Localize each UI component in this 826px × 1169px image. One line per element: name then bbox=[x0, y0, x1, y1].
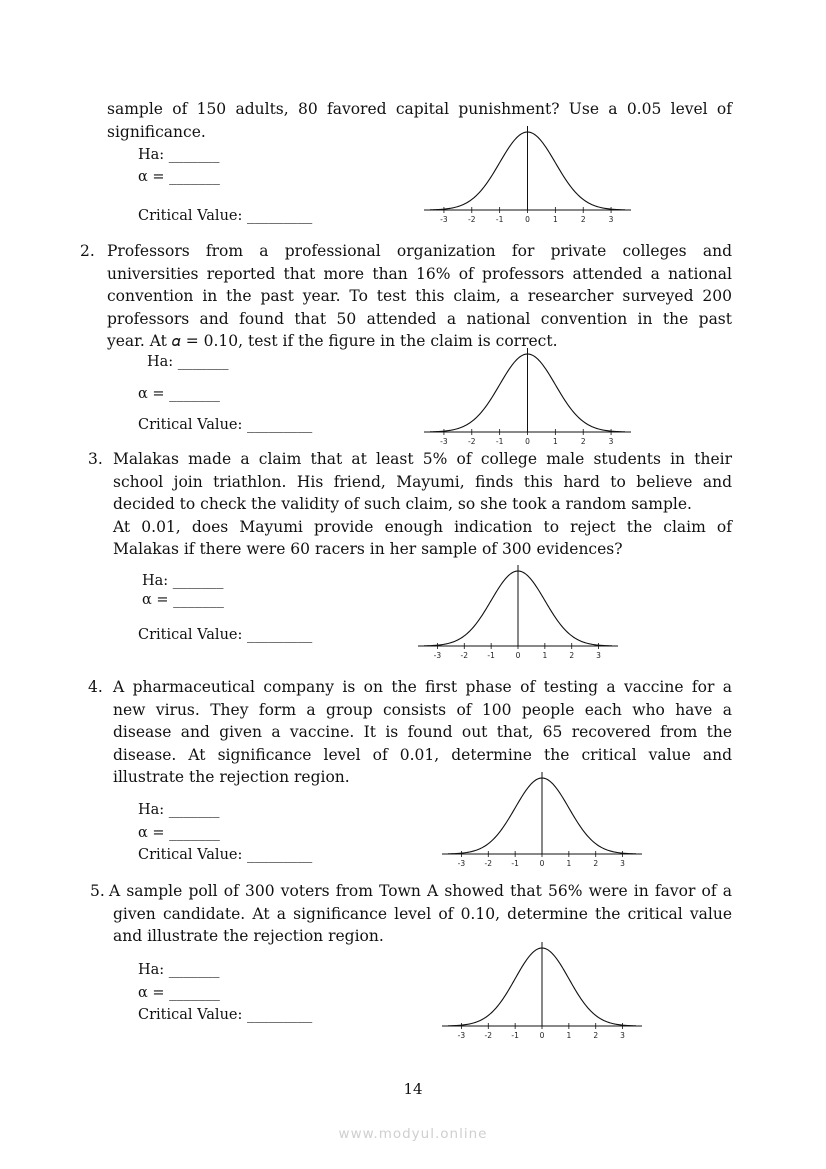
problem-line: year. At 𝛼 = 0.10, test if the figure in the claim is correct. bbox=[107, 332, 558, 350]
tick-label: -2 bbox=[468, 215, 476, 224]
tick-label: -3 bbox=[440, 437, 448, 446]
tick-label: -3 bbox=[433, 651, 442, 660]
problem-line: A sample poll of 300 voters from Town A showed that 56% were in favor of a bbox=[109, 882, 732, 900]
problem-line: and illustrate the rejection region. bbox=[113, 927, 384, 945]
alpha-blank: α = _______ bbox=[138, 169, 220, 185]
problem-line: Professors from a professional organization for private colleges and bbox=[107, 242, 732, 260]
problem-line: disease. At significance level of 0.01, determine the critical value and bbox=[113, 745, 732, 764]
tick-label: -1 bbox=[495, 215, 504, 224]
tick-label: -3 bbox=[457, 1031, 466, 1040]
problem-2-text bbox=[107, 240, 732, 353]
tick-label: -3 bbox=[457, 859, 466, 868]
problem-number: 2. bbox=[80, 242, 95, 260]
problem-number: 4. bbox=[88, 678, 103, 696]
tick-label: 3 bbox=[620, 1031, 625, 1040]
alpha-blank: α = _______ bbox=[138, 985, 220, 1001]
critical-value-blank: Critical Value: _________ bbox=[138, 847, 313, 863]
tick-label: 2 bbox=[580, 437, 586, 446]
ha-blank: Ha: _______ bbox=[147, 354, 229, 370]
problem-3-text bbox=[113, 448, 732, 561]
tick-label: 0 bbox=[515, 651, 521, 660]
problem-5-text bbox=[109, 880, 732, 948]
problem-line: illustrate the rejection region. bbox=[113, 768, 350, 786]
problem-line: A pharmaceutical company is on the first phase of testing a vaccine for a bbox=[113, 678, 732, 696]
tick-label: 3 bbox=[608, 215, 614, 224]
problem-line: convention in the past year. To test this claim, a researcher surveyed 200 bbox=[107, 287, 732, 305]
ha-blank: Ha: _______ bbox=[142, 573, 224, 589]
page-number: 14 bbox=[403, 1080, 423, 1098]
normal-curve bbox=[420, 124, 635, 224]
problem-line: disease and given a vaccine. It is found out that, 65 recovered from the bbox=[113, 723, 732, 741]
tick-label: 3 bbox=[620, 859, 625, 868]
problem-line: school join triathlon. His friend, Mayumi, finds this hard to believe and bbox=[113, 472, 732, 491]
ha-blank: Ha: _______ bbox=[138, 802, 220, 818]
problem-number: 5. bbox=[90, 882, 105, 900]
critical-value-blank: Critical Value: _________ bbox=[138, 1007, 313, 1023]
normal-curve bbox=[414, 563, 622, 660]
tick-label: 1 bbox=[542, 651, 548, 660]
problem-number: 3. bbox=[88, 450, 103, 468]
critical-value-blank: Critical Value: _________ bbox=[138, 627, 313, 643]
tick-label: 0 bbox=[525, 215, 530, 224]
problem-line: At 0.01, does Mayumi provide enough indication to reject the claim of bbox=[113, 517, 732, 536]
tick-label: 2 bbox=[569, 651, 575, 660]
critical-value-blank: Critical Value: _________ bbox=[138, 208, 313, 224]
problem-line: Malakas made a claim that at least 5% of college male students in their bbox=[113, 450, 732, 468]
tick-label: -1 bbox=[495, 437, 504, 446]
tick-label: 1 bbox=[552, 215, 558, 224]
problem-line: new virus. They form a group consists of 100 people each who have a bbox=[113, 700, 732, 719]
problem-line: given candidate. At a significance level of 0.10, determine the critical value bbox=[113, 904, 732, 923]
alpha-blank: α = _______ bbox=[138, 825, 220, 841]
problem-line: Malakas if there were 60 racers in her sample of 300 evidences? bbox=[113, 540, 623, 558]
normal-curve bbox=[438, 770, 646, 868]
tick-label: 0 bbox=[539, 1031, 545, 1040]
watermark: www.modyul.online bbox=[338, 1126, 488, 1142]
ha-blank: Ha: _______ bbox=[138, 962, 220, 978]
tick-label: -1 bbox=[487, 651, 495, 660]
tick-label: 1 bbox=[566, 1031, 572, 1040]
tick-label: -2 bbox=[484, 1031, 493, 1040]
tick-label: -1 bbox=[511, 1031, 519, 1040]
problem-line: decided to check the validity of such claim, so she took a random sample. bbox=[113, 495, 692, 513]
alpha-blank: α = _______ bbox=[142, 592, 224, 608]
critical-value-blank: Critical Value: _________ bbox=[138, 417, 313, 433]
tick-label: -3 bbox=[440, 215, 448, 224]
ha-blank: Ha: _______ bbox=[138, 147, 220, 163]
intro-line: sample of 150 adults, 80 favored capital punishment? Use a 0.05 level of bbox=[107, 100, 732, 118]
alpha-blank: α = _______ bbox=[138, 386, 220, 402]
tick-label: 2 bbox=[580, 215, 586, 224]
intro-line: significance. bbox=[107, 122, 206, 141]
tick-label: 1 bbox=[566, 859, 572, 868]
tick-label: 0 bbox=[525, 437, 530, 446]
normal-curve bbox=[438, 940, 646, 1040]
normal-curve bbox=[420, 346, 635, 446]
tick-label: 2 bbox=[593, 1031, 599, 1040]
tick-label: 3 bbox=[608, 437, 614, 446]
tick-label: -2 bbox=[460, 651, 469, 660]
tick-label: 2 bbox=[593, 859, 599, 868]
tick-label: 0 bbox=[539, 859, 545, 868]
tick-label: -2 bbox=[468, 437, 476, 446]
problem-line: professors and found that 50 attended a national convention in the past bbox=[107, 309, 732, 328]
problem-line: universities reported that more than 16% of professors attended a national bbox=[107, 264, 732, 283]
tick-label: 3 bbox=[596, 651, 601, 660]
tick-label: -2 bbox=[484, 859, 493, 868]
tick-label: 1 bbox=[552, 437, 558, 446]
tick-label: -1 bbox=[511, 859, 519, 868]
